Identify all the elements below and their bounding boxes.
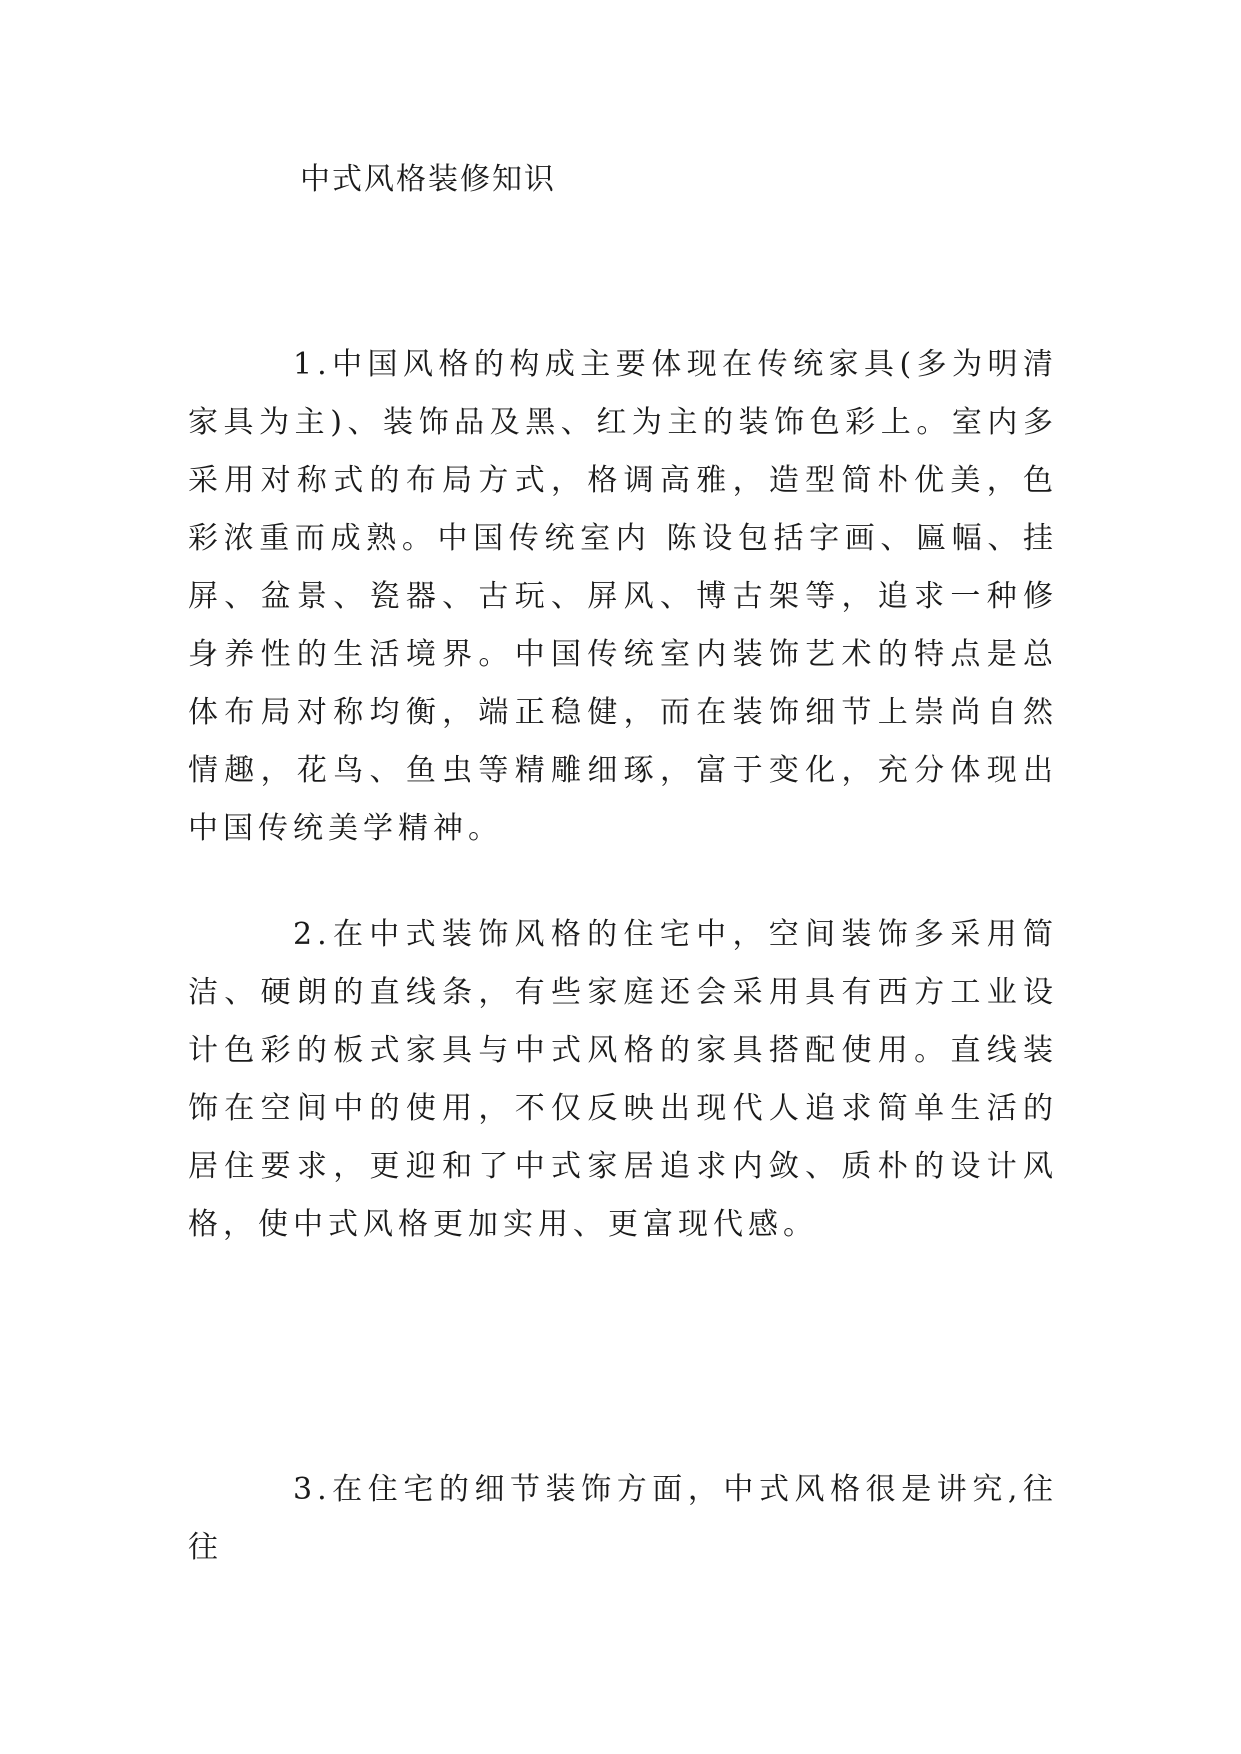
paragraph-3: 3.在住宅的细节装饰方面，中式风格很是讲究,往往 — [188, 1472, 1058, 1565]
document-title: 中式风格装修知识 — [300, 162, 556, 197]
paragraph-1: 1.中国风格的构成主要体现在传统家具(多为明清家具为主)、装饰品及黑、红为主的装饰色彩上。室内多采用对称式的布局方式，格调高雅，造型简朴优美，色彩浓重而成熟。中国传统室内 陈设包括字画、匾幅、挂屏、盆景、瓷器、古玩、屏风、博古架等，追求一种修身养性的生活境界。中国传统室内装饰艺术的特点是总体布局对称均衡，端正稳健，而在装饰细节上崇尚自然情趣，花鸟、鱼虫等精雕细琢，富于变化，充分体现出中国传统美学精神。 — [188, 347, 1058, 846]
paragraph-2: 2.在中式装饰风格的住宅中，空间装饰多采用简洁、硬朗的直线条，有些家庭还会采用具有西方工业设计色彩的板式家具与中式风格的家具搭配使用。直线装饰在空间中的使用，不仅反映出现代人追求简单生活的居住要求，更迎和了中式家居追求内敛、质朴的设计风格，使中式风格更加实用、更富现代感。 — [188, 917, 1058, 1242]
